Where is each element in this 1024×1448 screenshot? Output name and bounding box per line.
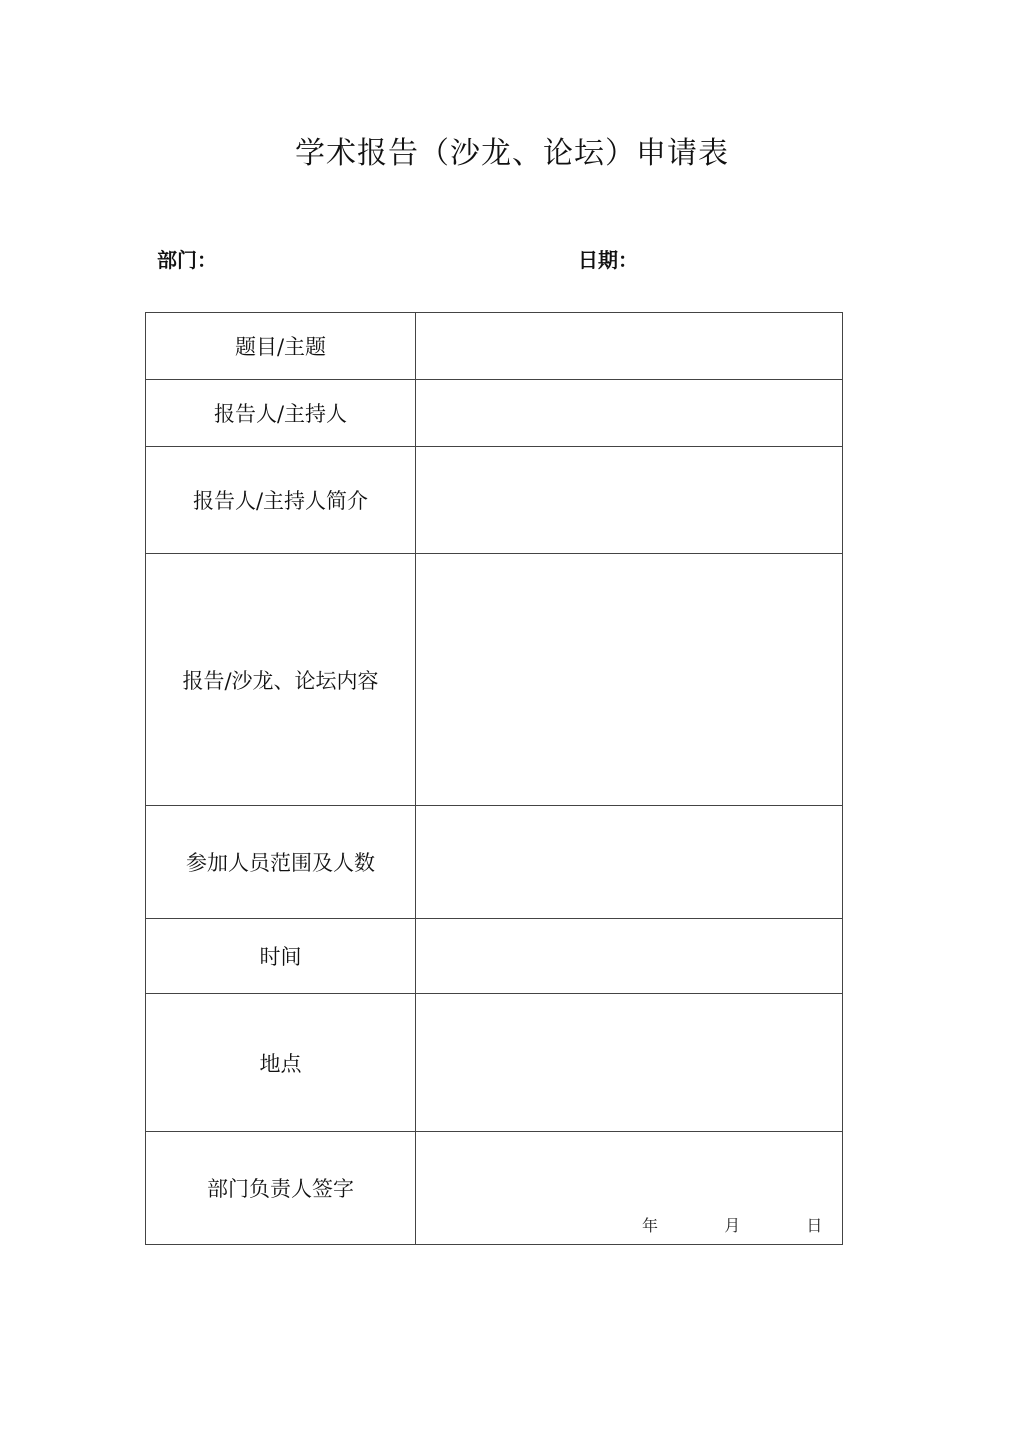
table-row <box>146 380 843 447</box>
content-field[interactable] <box>416 554 843 806</box>
signature-field[interactable] <box>416 1132 843 1245</box>
time-field[interactable] <box>416 919 843 994</box>
row-label-location: 地点 <box>146 994 416 1132</box>
row-label-time: 时间 <box>146 919 416 994</box>
table-row <box>146 994 843 1132</box>
table-row <box>146 919 843 994</box>
topic-field[interactable] <box>416 313 843 380</box>
row-label-content: 报告/沙龙、论坛内容 <box>146 554 416 806</box>
table-row <box>146 554 843 806</box>
speaker-bio-field[interactable] <box>416 447 843 554</box>
date-label: 日期： <box>578 248 638 272</box>
table-row <box>146 313 843 380</box>
row-label-signature: 部门负责人签字 <box>146 1132 416 1245</box>
month-label: 月 <box>724 1216 741 1235</box>
row-label-participants: 参加人员范围及人数 <box>146 806 416 919</box>
table-row <box>146 1132 843 1245</box>
form-title: 学术报告（沙龙、论坛）申请表 <box>295 136 729 171</box>
row-label-speaker-bio: 报告人/主持人简介 <box>146 447 416 554</box>
department-label: 部门： <box>157 248 217 272</box>
row-label-speaker: 报告人/主持人 <box>146 380 416 447</box>
location-field[interactable] <box>416 994 843 1132</box>
speaker-field[interactable] <box>416 380 843 447</box>
row-label-topic: 题目/主题 <box>146 313 416 380</box>
day-label: 日 <box>806 1216 823 1235</box>
table-row <box>146 447 843 554</box>
table-row <box>146 806 843 919</box>
signature-date-line <box>642 1213 822 1236</box>
participants-field[interactable] <box>416 806 843 919</box>
year-label: 年 <box>642 1216 659 1235</box>
application-form-table <box>145 312 843 1245</box>
